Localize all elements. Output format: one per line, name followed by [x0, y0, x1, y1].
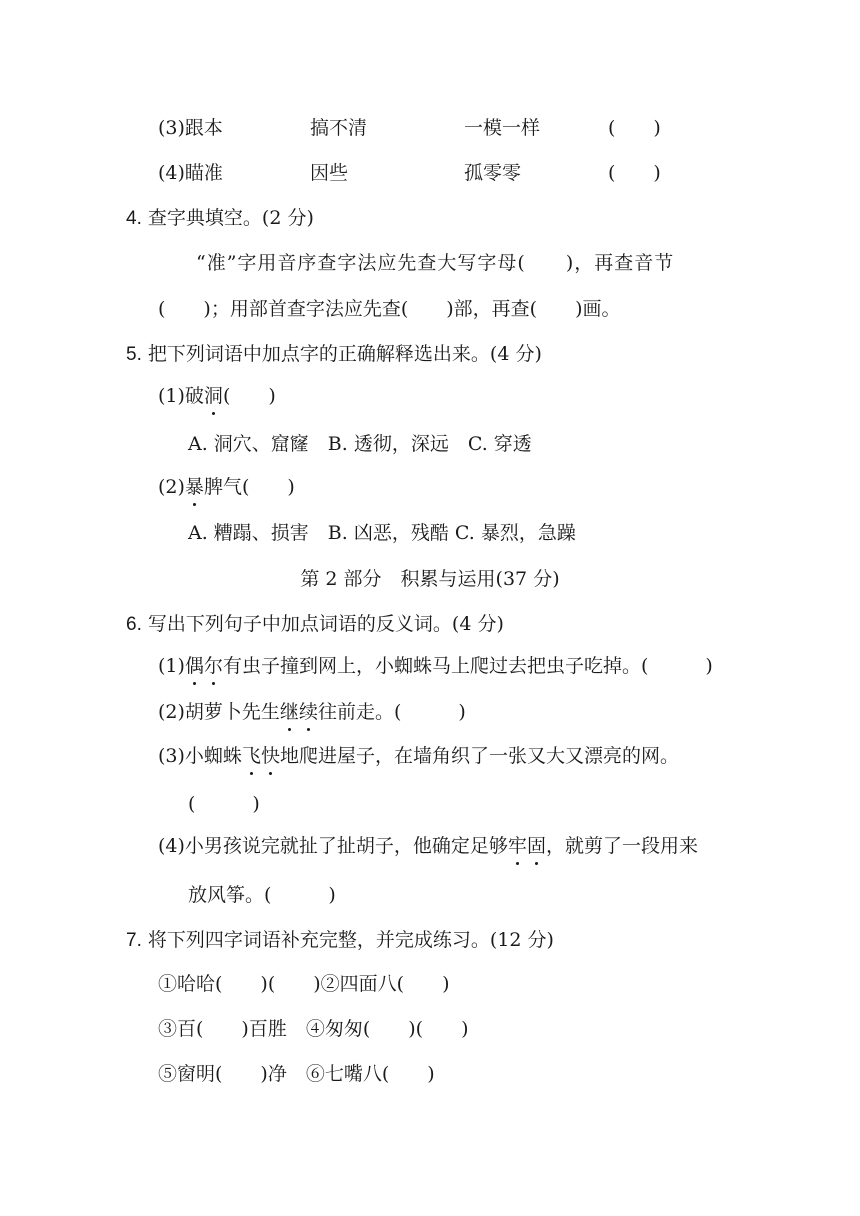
q6-s2-pre: (2)胡萝卜先生 [158, 701, 280, 723]
q5-options1: A. 洞穴、窟窿 B. 透彻，深远 C. 穿透 [188, 433, 532, 455]
q3-row-4-word2: 因些 [310, 162, 349, 184]
q5-item2 [158, 475, 295, 499]
q6-s1-dot1: 偶 [184, 655, 204, 677]
q6-sentence1 [158, 654, 713, 678]
q6-s4-post: ，就剪了一段用来 [545, 835, 698, 857]
q6-s1-dot2: 尔 [203, 655, 223, 677]
q7-number: 7. [126, 930, 142, 951]
q5-title-text: 把下列词语中加点字的正确解释选出来。(4 分) [147, 343, 542, 365]
q5-item2-dotted: 暴 [184, 476, 204, 498]
q6-s3-post: 地爬进屋子，在墙角织了一张又大又漂亮的网。 [279, 745, 679, 767]
q6-sentence2 [158, 700, 466, 724]
q7-title [126, 928, 554, 953]
q3-row-3-answer: ( ) [608, 117, 661, 139]
q3-row-3-word2: 搞不清 [310, 117, 368, 139]
q6-s4-dot1: 牢 [507, 835, 527, 857]
q4-line2: ( )；用部首查字法应先查( )部，再查( )画。 [158, 298, 621, 320]
q5-item1-pre: (1)破 [158, 385, 204, 407]
q6-title [126, 612, 504, 637]
q6-number: 6. [126, 614, 142, 635]
q3-row-3-label: (3)跟本 [158, 117, 223, 139]
q5-options2: A. 糟蹋、损害 B. 凶恶，残酷 C. 暴烈，急躁 [188, 522, 576, 544]
q3-row-4-answer: ( ) [608, 162, 661, 184]
q6-title-text: 写出下列句子中加点词语的反义词。(4 分) [147, 613, 504, 635]
q3-row-4-label: (4)瞄准 [158, 162, 223, 184]
q6-s4-pre: (4)小男孩说完就扯了扯胡子，他确定足够 [158, 835, 508, 857]
q6-s4-dot2: 固 [526, 835, 546, 857]
q6-s4-continuation: 放风筝。( ) [188, 884, 336, 906]
q6-s3-dot2: 快 [260, 745, 280, 767]
q5-number: 5. [126, 344, 142, 365]
q4-title [126, 206, 314, 231]
q3-row-3 [158, 116, 718, 140]
q4-line1: “准”字用音序查字法应先查大写字母( )，再查音节 [196, 252, 675, 274]
q6-s2-dot1: 继 [279, 701, 299, 723]
q5-item2-post: 脾气( ) [203, 476, 295, 498]
section2-heading: 第 2 部分 积累与运用(37 分) [300, 568, 560, 590]
q6-s2-dot2: 续 [298, 701, 318, 723]
q6-s1-post: 有虫子撞到网上，小蜘蛛马上爬过去把虫子吃掉。( ) [222, 655, 713, 677]
q4-number: 4. [126, 208, 142, 229]
q7-row2: ③百( )百胜 ④匆匆( )( ) [158, 1018, 469, 1040]
q6-s3-dot1: 飞 [241, 745, 261, 767]
q6-s1-pre: (1) [158, 655, 185, 677]
q6-s2-post: 往前走。( ) [317, 701, 466, 723]
q3-row-3-word3: 一模一样 [464, 117, 541, 139]
q6-s3-pre: (3)小蜘蛛 [158, 745, 242, 767]
q5-item1 [158, 384, 276, 408]
q7-title-text: 将下列四字词语补充完整，并完成练习。(12 分) [147, 929, 554, 951]
q5-title [126, 342, 542, 367]
q4-title-text: 查字典填空。(2 分) [147, 207, 314, 229]
q5-item2-pre: (2) [158, 476, 185, 498]
q6-sentence4 [158, 834, 698, 858]
q7-row3: ⑤窗明( )净 ⑥七嘴八( ) [158, 1063, 435, 1085]
q3-row-4-word3: 孤零零 [464, 162, 522, 184]
q6-s3-answer: ( ) [188, 793, 260, 815]
q6-sentence3 [158, 744, 679, 768]
q7-row1: ①哈哈( )( )②四面八( ) [158, 973, 450, 995]
q5-item1-post: ( ) [222, 385, 276, 407]
q3-row-4 [158, 161, 718, 185]
q5-item1-dotted: 洞 [203, 385, 223, 407]
